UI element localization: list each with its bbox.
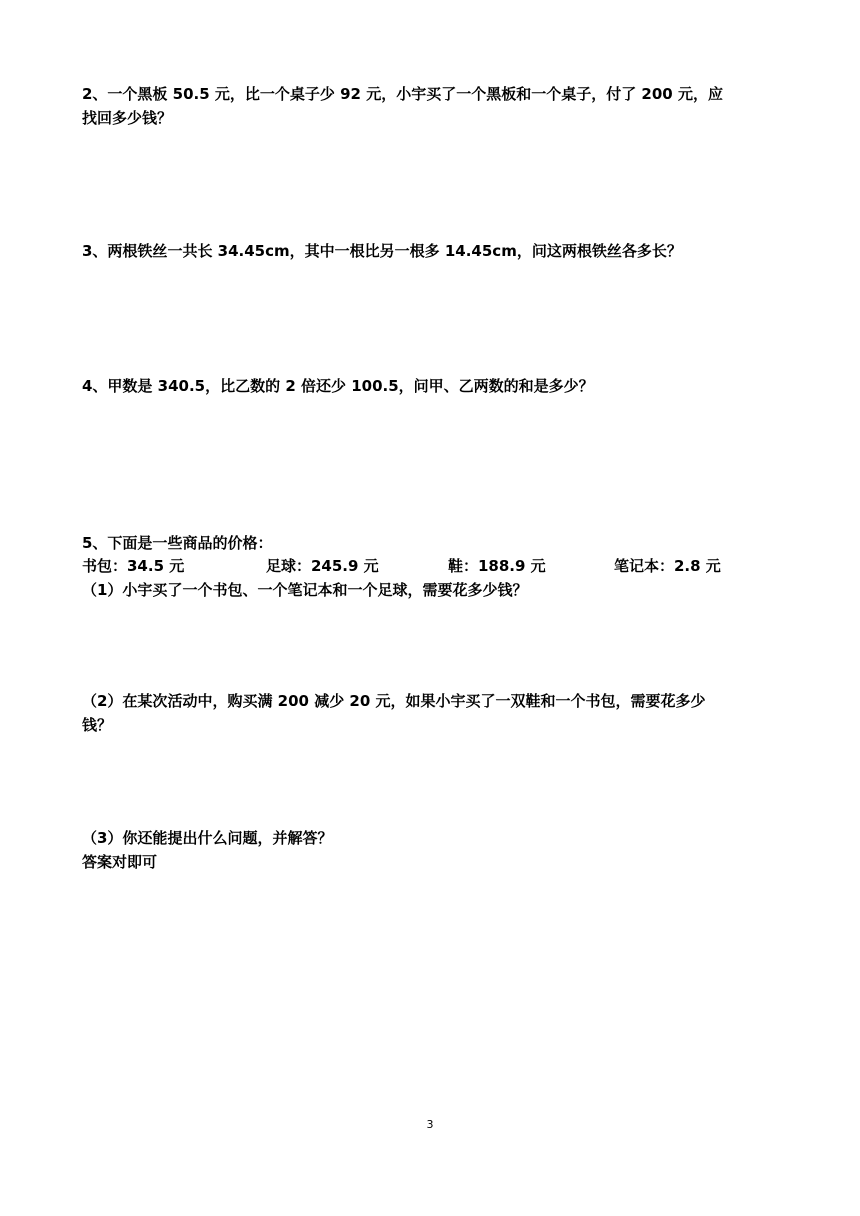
price-item-shoes: 鞋：188.9 元 [448, 557, 546, 575]
price-item-notebook: 笔记本：2.8 元 [614, 557, 721, 575]
question-5-part-1-text: （1）小宇买了一个书包、一个笔记本和一个足球，需要花多少钱？ [82, 581, 528, 599]
question-5-part-2-line-1: （2）在某次活动中，购买满 200 减少 20 元，如果小宇买了一双鞋和一个书包，需要花多少 [82, 692, 706, 710]
question-4 [82, 374, 782, 398]
question-2-line-1: 2、一个黑板 50.5 元，比一个桌子少 92 元，小宇买了一个黑板和一个桌子，付了 200 元，应 [82, 85, 723, 103]
question-2-line-2: 找回多少钱？ [82, 109, 173, 127]
price-list [82, 554, 782, 578]
price-item-schoolbag: 书包：34.5 元 [82, 557, 185, 575]
question-3-text: 3、两根铁丝一共长 34.45cm，其中一根比另一根多 14.45cm，问这两根铁丝各多长？ [82, 242, 682, 260]
question-5-intro-text: 5、下面是一些商品的价格： [82, 534, 273, 552]
question-5-part-3-text: （3）你还能提出什么问题，并解答？ [82, 829, 333, 847]
question-5-part-2 [82, 689, 782, 737]
question-5-part-2-line-2: 钱？ [82, 716, 113, 734]
question-5-intro [82, 531, 782, 555]
answer-note: 答案对即可 [82, 853, 158, 871]
price-item-football: 足球：245.9 元 [266, 557, 379, 575]
page-number: 3 [426, 1118, 434, 1131]
question-3 [82, 239, 782, 263]
question-2 [82, 82, 782, 130]
question-5-part-3 [82, 826, 782, 874]
question-5-part-1 [82, 578, 782, 602]
question-4-text: 4、甲数是 340.5，比乙数的 2 倍还少 100.5，问甲、乙两数的和是多少？ [82, 377, 594, 395]
